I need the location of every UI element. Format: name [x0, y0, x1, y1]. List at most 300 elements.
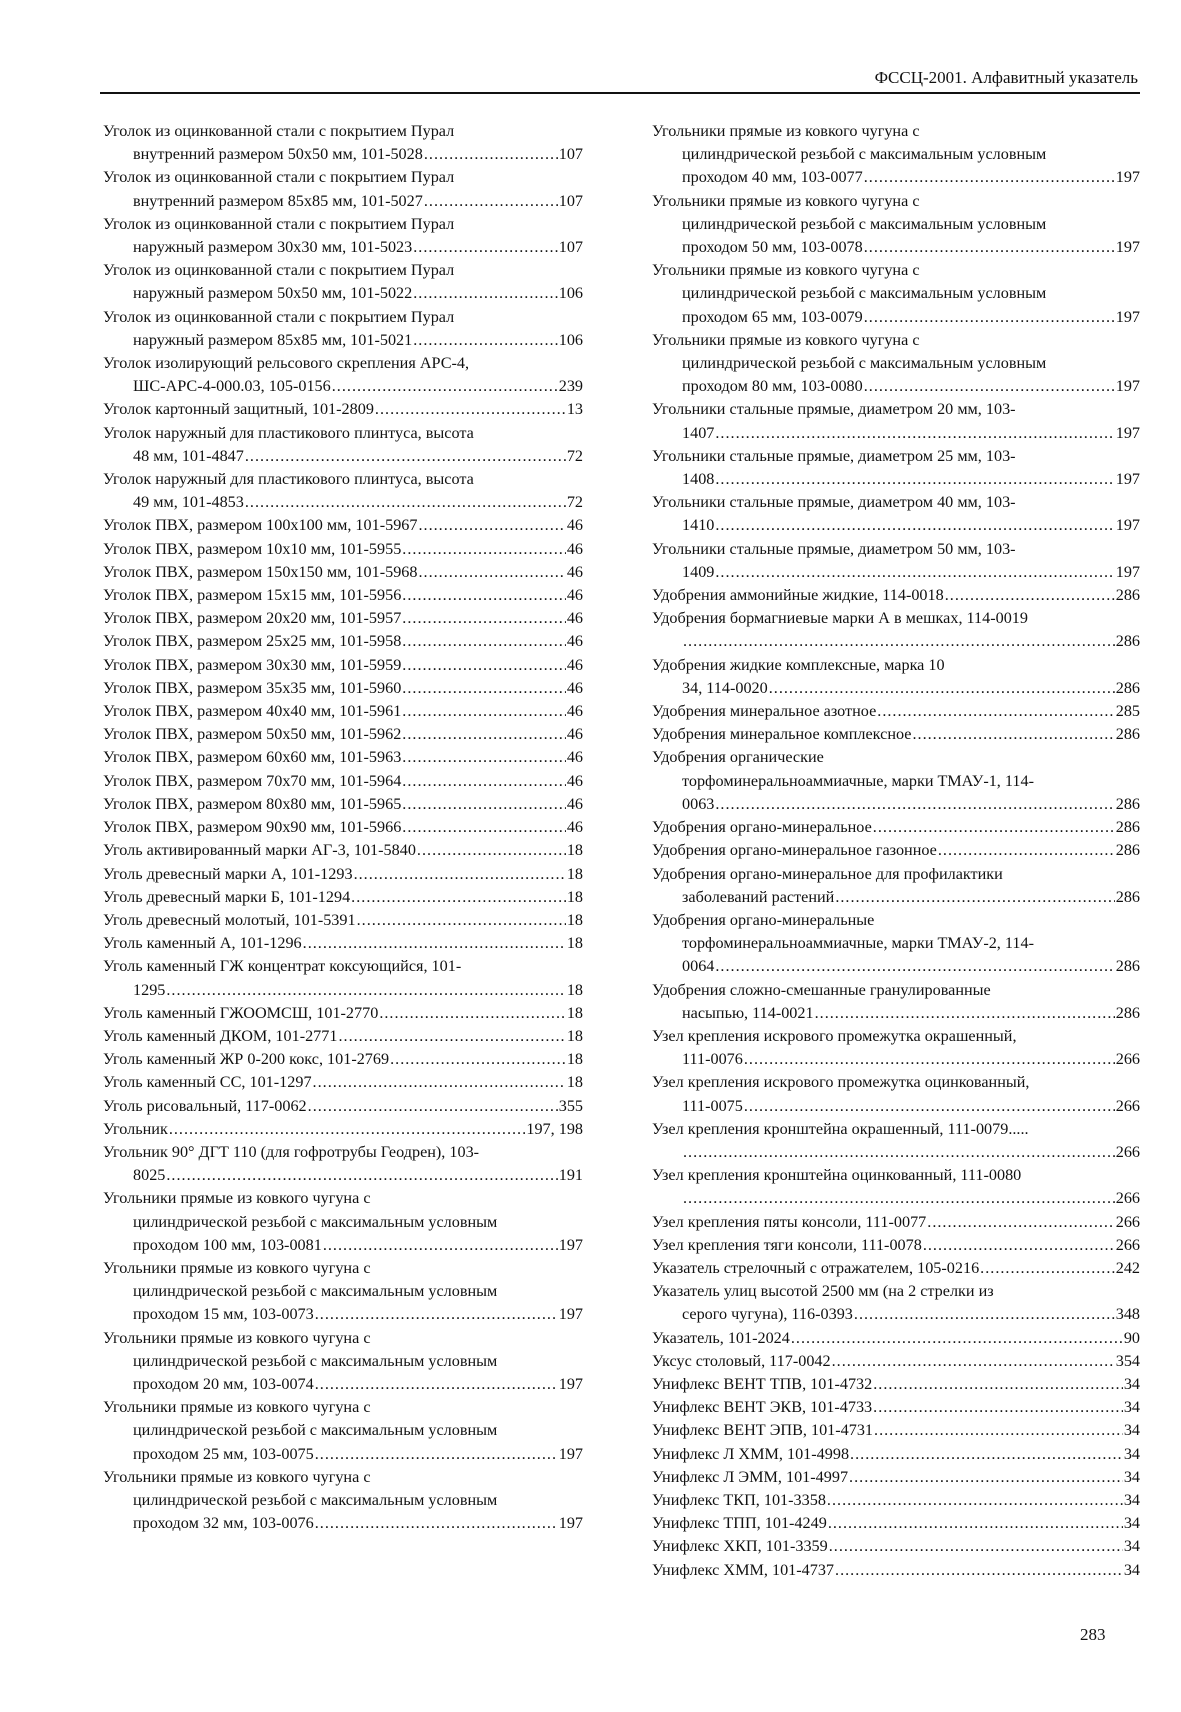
entry-page-ref: 197 — [1115, 307, 1140, 326]
entry-text: Удобрения органо-минеральное — [652, 818, 872, 837]
dot-leader — [402, 607, 566, 630]
dot-leader — [877, 700, 1114, 723]
entry-page-ref: 197 — [558, 1444, 583, 1463]
dot-leader — [744, 1048, 1115, 1071]
entry-text: Угольники прямые из ковкого чугуна с — [652, 330, 920, 349]
entry-text: Уголок из оцинкованной стали с покрытием Пурал — [103, 261, 455, 280]
dot-leader — [854, 1303, 1115, 1326]
entry-page-ref: 197 — [1115, 562, 1140, 581]
index-entry — [103, 793, 583, 816]
index-entry — [652, 1443, 1140, 1466]
entry-text: Уголок ПВХ, размером 80х80 мм, 101-5965 — [103, 794, 402, 813]
entry-text: проходом 25 мм, 103-0075 — [133, 1444, 314, 1463]
dot-leader — [413, 329, 557, 352]
index-entry — [103, 630, 583, 653]
entry-text: цилиндрической резьбой с максимальным условным — [133, 1421, 498, 1440]
running-header: ФССЦ-2001. Алфавитный указатель — [874, 68, 1138, 87]
dot-leader — [849, 1466, 1123, 1489]
index-entry — [103, 422, 583, 468]
entry-page-ref: 46 — [566, 794, 583, 813]
entry-text: Уголок картонный защитный, 101-2809 — [103, 400, 374, 419]
entry-text: Уголок наружный для пластикового плинтуса, высота — [103, 470, 474, 489]
index-entry — [103, 514, 583, 537]
index-entry — [103, 561, 583, 584]
entry-text: Угольники стальные прямые, диаметром 25 мм, 103- — [652, 446, 1016, 465]
entry-page-ref: 18 — [566, 1050, 583, 1069]
entry-page-ref: 285 — [1115, 702, 1140, 721]
dot-leader — [864, 166, 1115, 189]
entry-page-ref: 197 — [1115, 238, 1140, 257]
dot-leader — [827, 1489, 1123, 1512]
dot-leader — [873, 1396, 1123, 1419]
header-rule — [100, 92, 1140, 94]
entry-text: 0063 — [682, 794, 715, 813]
entry-text: Унифлекс ВЕНТ ТПВ, 101-4732 — [652, 1374, 873, 1393]
entry-page-ref: 46 — [566, 539, 583, 558]
index-entry — [652, 1396, 1140, 1419]
entry-text: Удобрения органические — [652, 748, 824, 767]
dot-leader — [245, 491, 566, 514]
entry-page-ref: 107 — [558, 145, 583, 164]
entry-page-ref: 34 — [1123, 1398, 1140, 1417]
index-entry — [103, 1118, 583, 1141]
entry-text: 1409 — [682, 562, 715, 581]
index-entry — [103, 770, 583, 793]
dot-leader — [402, 723, 566, 746]
entry-text: Уголок ПВХ, размером 100х100 мм, 101-5967 — [103, 516, 418, 535]
entry-page-ref: 34 — [1123, 1560, 1140, 1579]
entry-text: Унифлекс Л ХММ, 101-4998 — [652, 1444, 850, 1463]
entry-page-ref: 107 — [558, 191, 583, 210]
dot-leader — [744, 1095, 1115, 1118]
entry-page-ref: 197 — [558, 1235, 583, 1254]
entry-page-ref: 46 — [566, 632, 583, 651]
entry-text: наружный размером 30х30 мм, 101-5023 — [133, 238, 413, 257]
entry-text: Унифлекс Л ЭММ, 101-4997 — [652, 1467, 849, 1486]
index-entry — [103, 538, 583, 561]
entry-text: цилиндрической резьбой с максимальным условным — [682, 214, 1047, 233]
index-entry — [103, 120, 583, 166]
index-entry — [652, 816, 1140, 839]
dot-leader — [315, 1512, 558, 1535]
entry-page-ref: 46 — [566, 609, 583, 628]
entry-text: Уголок ПВХ, размером 30х30 мм, 101-5959 — [103, 655, 402, 674]
dot-leader — [402, 538, 566, 561]
entry-text: Уголь древесный марки А, 101-1293 — [103, 864, 353, 883]
entry-page-ref: 266 — [1115, 1050, 1140, 1069]
entry-text: 1408 — [682, 470, 715, 489]
entry-text: проходом 20 мм, 103-0074 — [133, 1374, 314, 1393]
entry-text: Узел крепления кронштейна оцинкованный, 111-0080 — [652, 1166, 1022, 1185]
entry-text: ШС-АРС-4-000.03, 105-0156 — [133, 377, 331, 396]
entry-text: цилиндрической резьбой с максимальным условным — [682, 145, 1047, 164]
dot-leader — [715, 561, 1114, 584]
dot-leader — [715, 422, 1114, 445]
entry-page-ref: 239 — [558, 377, 583, 396]
dot-leader — [390, 1048, 566, 1071]
dot-leader — [945, 584, 1115, 607]
dot-leader — [424, 143, 558, 166]
dot-leader — [874, 1419, 1123, 1442]
index-entry — [103, 816, 583, 839]
entry-text: Удобрения минеральное азотное — [652, 702, 877, 721]
entry-text: Уголь каменный СС, 101-1297 — [103, 1073, 312, 1092]
dot-leader — [402, 654, 566, 677]
entry-text: Удобрения органо-минеральное газонное — [652, 841, 937, 860]
dot-leader — [402, 793, 566, 816]
index-entry — [652, 1559, 1140, 1582]
index-entry — [652, 839, 1140, 862]
dot-leader — [850, 1443, 1123, 1466]
index-entry — [652, 1118, 1140, 1164]
index-entry — [103, 1048, 583, 1071]
entry-page-ref: 197 — [1115, 377, 1140, 396]
dot-leader — [166, 1164, 557, 1187]
entry-text: Угольники прямые из ковкого чугуна с — [103, 1328, 371, 1347]
entry-page-ref: 18 — [566, 980, 583, 999]
entry-text: насыпью, 114-0021 — [682, 1003, 814, 1022]
index-entry — [652, 190, 1140, 260]
entry-text: Угольники прямые из ковкого чугуна с — [103, 1189, 371, 1208]
entry-text: наружный размером 50х50 мм, 101-5022 — [133, 284, 413, 303]
entry-text: 111-0076 — [682, 1050, 743, 1069]
dot-leader — [315, 1443, 558, 1466]
entry-page-ref: 18 — [566, 910, 583, 929]
index-entry — [103, 1025, 583, 1048]
entry-page-ref: 286 — [1115, 841, 1140, 860]
dot-leader — [791, 1327, 1123, 1350]
dot-leader — [413, 236, 557, 259]
entry-page-ref: 197, 198 — [526, 1119, 583, 1138]
index-entry — [652, 723, 1140, 746]
entry-page-ref: 46 — [566, 818, 583, 837]
entry-text: Уголок ПВХ, размером 60х60 мм, 101-5963 — [103, 748, 402, 767]
index-entry — [103, 352, 583, 398]
dot-leader — [351, 886, 566, 909]
index-entry — [652, 120, 1140, 190]
entry-text: Унифлекс ТКП, 101-3358 — [652, 1490, 826, 1509]
entry-page-ref: 197 — [1115, 516, 1140, 535]
index-entry — [652, 1211, 1140, 1234]
entry-text: Угольник 90° ДГТ 110 (для гофротрубы Геодрен), 103- — [103, 1142, 480, 1161]
entry-page-ref: 266 — [1115, 1212, 1140, 1231]
entry-text: Удобрения бормагниевые марки А в мешках, 114-0019 — [652, 609, 1028, 628]
entry-page-ref: 46 — [566, 748, 583, 767]
entry-text: Уголок ПВХ, размером 20х20 мм, 101-5957 — [103, 609, 402, 628]
index-column-left — [103, 120, 583, 1535]
entry-page-ref: 72 — [566, 446, 583, 465]
entry-text: Уголь каменный ГЖ концентрат коксующийся, 101- — [103, 957, 462, 976]
index-entry — [103, 468, 583, 514]
entry-page-ref: 106 — [558, 284, 583, 303]
entry-text: Уголок изолирующий рельсового скрепления АРС-4, — [103, 354, 470, 373]
entry-page-ref: 197 — [1115, 168, 1140, 187]
dot-leader — [715, 955, 1114, 978]
dot-leader — [683, 630, 1115, 653]
dot-leader — [829, 1535, 1123, 1558]
dot-leader — [912, 723, 1114, 746]
entry-text: 1295 — [133, 980, 166, 999]
index-entry — [103, 1187, 583, 1257]
index-entry — [103, 723, 583, 746]
entry-page-ref: 107 — [558, 238, 583, 257]
entry-page-ref: 34 — [1123, 1421, 1140, 1440]
entry-page-ref: 286 — [1115, 818, 1140, 837]
dot-leader — [166, 979, 565, 1002]
entry-text: серого чугуна), 116-0393 — [682, 1305, 853, 1324]
index-entry — [103, 1002, 583, 1025]
index-entry — [652, 909, 1140, 979]
entry-text: Уголок ПВХ, размером 40х40 мм, 101-5961 — [103, 702, 402, 721]
entry-page-ref: 46 — [566, 678, 583, 697]
entry-text: цилиндрической резьбой с максимальным условным — [682, 284, 1047, 303]
dot-leader — [923, 1234, 1115, 1257]
dot-leader — [864, 375, 1115, 398]
index-entry — [103, 863, 583, 886]
index-entry — [652, 1025, 1140, 1071]
dot-leader — [835, 1559, 1123, 1582]
entry-page-ref: 266 — [1115, 1096, 1140, 1115]
entry-page-ref: 286 — [1115, 632, 1140, 651]
dot-leader — [873, 816, 1115, 839]
entry-page-ref: 348 — [1115, 1305, 1140, 1324]
entry-text: Уголок из оцинкованной стали с покрытием Пурал — [103, 122, 455, 140]
index-entry — [652, 1071, 1140, 1117]
entry-page-ref: 46 — [566, 655, 583, 674]
dot-leader — [418, 514, 565, 537]
entry-page-ref: 286 — [1115, 678, 1140, 697]
dot-leader — [338, 1025, 565, 1048]
index-entry — [103, 886, 583, 909]
entry-page-ref: 72 — [566, 493, 583, 512]
entry-text: Удобрения органо-минеральное для профилактики — [652, 864, 1003, 883]
entry-text: Уголок ПВХ, размером 150х150 мм, 101-5968 — [103, 562, 418, 581]
index-entry — [652, 538, 1140, 584]
entry-text: наружный размером 85х85 мм, 101-5021 — [133, 330, 413, 349]
entry-text: Угольники прямые из ковкого чугуна с — [103, 1398, 371, 1417]
entry-text: Унифлекс ХКП, 101-3359 — [652, 1537, 828, 1556]
index-entry — [103, 955, 583, 1001]
entry-text: Уголок ПВХ, размером 50х50 мм, 101-5962 — [103, 725, 402, 744]
entry-text: Уголь каменный ГЖООМСШ, 101-2770 — [103, 1003, 379, 1022]
entry-text: Угольники прямые из ковкого чугуна с — [103, 1258, 371, 1277]
dot-leader — [815, 1002, 1115, 1025]
index-entry — [103, 839, 583, 862]
index-entry — [103, 746, 583, 769]
entry-text: Уголок из оцинкованной стали с покрытием Пурал — [103, 168, 455, 187]
entry-text: Уксус столовый, 117-0042 — [652, 1351, 831, 1370]
dot-leader — [417, 839, 566, 862]
entry-text: Уголок ПВХ, размером 90х90 мм, 101-5966 — [103, 818, 402, 837]
entry-text: цилиндрической резьбой с максимальным условным — [133, 1490, 498, 1509]
entry-page-ref: 34 — [1123, 1514, 1140, 1533]
index-entry — [652, 1327, 1140, 1350]
entry-text: Унифлекс ТПП, 101-4249 — [652, 1514, 827, 1533]
index-entry — [103, 1095, 583, 1118]
index-entry — [652, 1234, 1140, 1257]
entry-text: внутренний размером 85х85 мм, 101-5027 — [133, 191, 423, 210]
dot-leader — [402, 816, 566, 839]
entry-text: Удобрения аммонийные жидкие, 114-0018 — [652, 586, 944, 605]
index-entry — [652, 1164, 1140, 1210]
index-entry — [652, 329, 1140, 399]
entry-text: Уголь каменный А, 101-1296 — [103, 934, 302, 953]
entry-page-ref: 18 — [566, 887, 583, 906]
entry-text: цилиндрической резьбой с максимальным условным — [133, 1282, 498, 1301]
dot-leader — [402, 677, 566, 700]
entry-text: Угольники стальные прямые, диаметром 40 мм, 103- — [652, 493, 1016, 512]
dot-leader — [332, 375, 558, 398]
index-entry — [652, 700, 1140, 723]
entry-text: Уголь каменный ДКОМ, 101-2771 — [103, 1026, 338, 1045]
entry-text: Угольники стальные прямые, диаметром 50 мм, 103- — [652, 539, 1016, 558]
entry-text: проходом 100 мм, 103-0081 — [133, 1235, 322, 1254]
entry-text: Угольники прямые из ковкого чугуна с — [652, 122, 920, 140]
dot-leader — [303, 932, 566, 955]
dot-leader — [402, 746, 566, 769]
entry-text: проходом 80 мм, 103-0080 — [682, 377, 863, 396]
dot-leader — [835, 886, 1114, 909]
dot-leader — [715, 514, 1114, 537]
entry-page-ref: 18 — [566, 1003, 583, 1022]
entry-text: Угольники прямые из ковкого чугуна с — [103, 1467, 371, 1486]
entry-page-ref: 197 — [558, 1305, 583, 1324]
entry-text: проходом 65 мм, 103-0079 — [682, 307, 863, 326]
entry-text: Уголок ПВХ, размером 35х35 мм, 101-5960 — [103, 678, 402, 697]
index-entry — [652, 607, 1140, 653]
entry-page-ref: 242 — [1115, 1258, 1140, 1277]
entry-page-ref: 18 — [566, 864, 583, 883]
entry-text: 0064 — [682, 957, 715, 976]
entry-text: Удобрения органо-минеральные — [652, 910, 875, 929]
entry-page-ref: 197 — [558, 1514, 583, 1533]
dot-leader — [315, 1303, 558, 1326]
dot-leader — [379, 1002, 566, 1025]
entry-text: Указатель улиц высотой 2500 мм (на 2 стрелки из — [652, 1282, 994, 1301]
entry-page-ref: 354 — [1115, 1351, 1140, 1370]
entry-text: 34, 114-0020 — [682, 678, 768, 697]
index-entry — [103, 1327, 583, 1397]
index-entry — [103, 607, 583, 630]
dot-leader — [418, 561, 565, 584]
index-entry — [103, 306, 583, 352]
index-entry — [103, 1257, 583, 1327]
index-entry — [103, 1071, 583, 1094]
entry-page-ref: 286 — [1115, 794, 1140, 813]
entry-text: Узел крепления искрового промежутка оцинкованный, — [652, 1073, 1030, 1092]
entry-text: Удобрения сложно-смешанные гранулированные — [652, 980, 991, 999]
index-entry — [652, 1512, 1140, 1535]
entry-text: Уголок наружный для пластикового плинтуса, высота — [103, 423, 474, 442]
dot-leader — [828, 1512, 1123, 1535]
entry-text: торфоминеральноаммиачные, марки ТМАУ-2, 114- — [682, 934, 1034, 953]
entry-text: Уголок ПВХ, размером 25х25 мм, 101-5958 — [103, 632, 402, 651]
dot-leader — [402, 700, 566, 723]
entry-text: цилиндрической резьбой с максимальным условным — [133, 1351, 498, 1370]
index-entry — [652, 1257, 1140, 1280]
dot-leader — [873, 1373, 1123, 1396]
entry-page-ref: 46 — [566, 516, 583, 535]
entry-text: Уголок из оцинкованной стали с покрытием Пурал — [103, 214, 455, 233]
entry-page-ref: 46 — [566, 771, 583, 790]
entry-page-ref: 286 — [1115, 1003, 1140, 1022]
dot-leader — [424, 190, 558, 213]
entry-page-ref: 197 — [558, 1374, 583, 1393]
dot-leader — [402, 584, 566, 607]
index-entry — [652, 863, 1140, 909]
entry-page-ref: 18 — [566, 934, 583, 953]
index-entry — [652, 1489, 1140, 1512]
dot-leader — [980, 1257, 1115, 1280]
index-entry — [652, 979, 1140, 1025]
dot-leader — [864, 236, 1115, 259]
entry-text: Узел крепления тяги консоли, 111-0078 — [652, 1235, 922, 1254]
entry-text: 8025 — [133, 1166, 166, 1185]
index-entry — [652, 1419, 1140, 1442]
entry-text: Узел крепления пяты консоли, 111-0077 — [652, 1212, 927, 1231]
dot-leader — [715, 468, 1114, 491]
entry-text: цилиндрической резьбой с максимальным условным — [682, 354, 1047, 373]
index-entry — [103, 654, 583, 677]
dot-leader — [169, 1118, 526, 1141]
dot-leader — [315, 1373, 558, 1396]
index-entry — [652, 1350, 1140, 1373]
dot-leader — [769, 677, 1115, 700]
entry-page-ref: 286 — [1115, 586, 1140, 605]
entry-page-ref: 34 — [1123, 1490, 1140, 1509]
entry-text: Уголь активированный марки АГ-3, 101-5840 — [103, 841, 416, 860]
dot-leader — [413, 282, 557, 305]
index-entry — [103, 398, 583, 421]
entry-page-ref: 46 — [566, 586, 583, 605]
index-entry — [652, 584, 1140, 607]
index-entry — [103, 1141, 583, 1187]
entry-page-ref: 197 — [1115, 470, 1140, 489]
entry-page-ref: 34 — [1123, 1374, 1140, 1393]
page-number: 283 — [1080, 1625, 1106, 1644]
entry-page-ref: 34 — [1123, 1467, 1140, 1486]
entry-text: 49 мм, 101-4853 — [133, 493, 244, 512]
entry-page-ref: 266 — [1115, 1142, 1140, 1161]
index-entry — [103, 1466, 583, 1536]
index-entry — [652, 746, 1140, 816]
entry-page-ref: 106 — [558, 330, 583, 349]
entry-text: Унифлекс ВЕНТ ЭПВ, 101-4731 — [652, 1421, 874, 1440]
entry-page-ref: 191 — [558, 1166, 583, 1185]
entry-page-ref: 355 — [558, 1096, 583, 1115]
entry-text: 1407 — [682, 423, 715, 442]
entry-page-ref: 90 — [1123, 1328, 1140, 1347]
dot-leader — [683, 1141, 1115, 1164]
dot-leader — [927, 1211, 1114, 1234]
entry-page-ref: 46 — [566, 562, 583, 581]
entry-page-ref: 46 — [566, 702, 583, 721]
entry-text: Указатель, 101-2024 — [652, 1328, 790, 1347]
entry-text: Уголок из оцинкованной стали с покрытием Пурал — [103, 307, 455, 326]
dot-leader — [402, 770, 566, 793]
entry-text: Уголь каменный ЖР 0-200 кокс, 101-2769 — [103, 1050, 390, 1069]
entry-text: Угольники прямые из ковкого чугуна с — [652, 191, 920, 210]
entry-text: Угольники стальные прямые, диаметром 20 мм, 103- — [652, 400, 1016, 419]
index-entry — [652, 445, 1140, 491]
index-entry — [103, 909, 583, 932]
dot-leader — [323, 1234, 558, 1257]
index-entry — [652, 654, 1140, 700]
dot-leader — [938, 839, 1115, 862]
index-entry — [652, 491, 1140, 537]
entry-text: Угольники прямые из ковкого чугуна с — [652, 261, 920, 280]
entry-page-ref: 34 — [1123, 1444, 1140, 1463]
